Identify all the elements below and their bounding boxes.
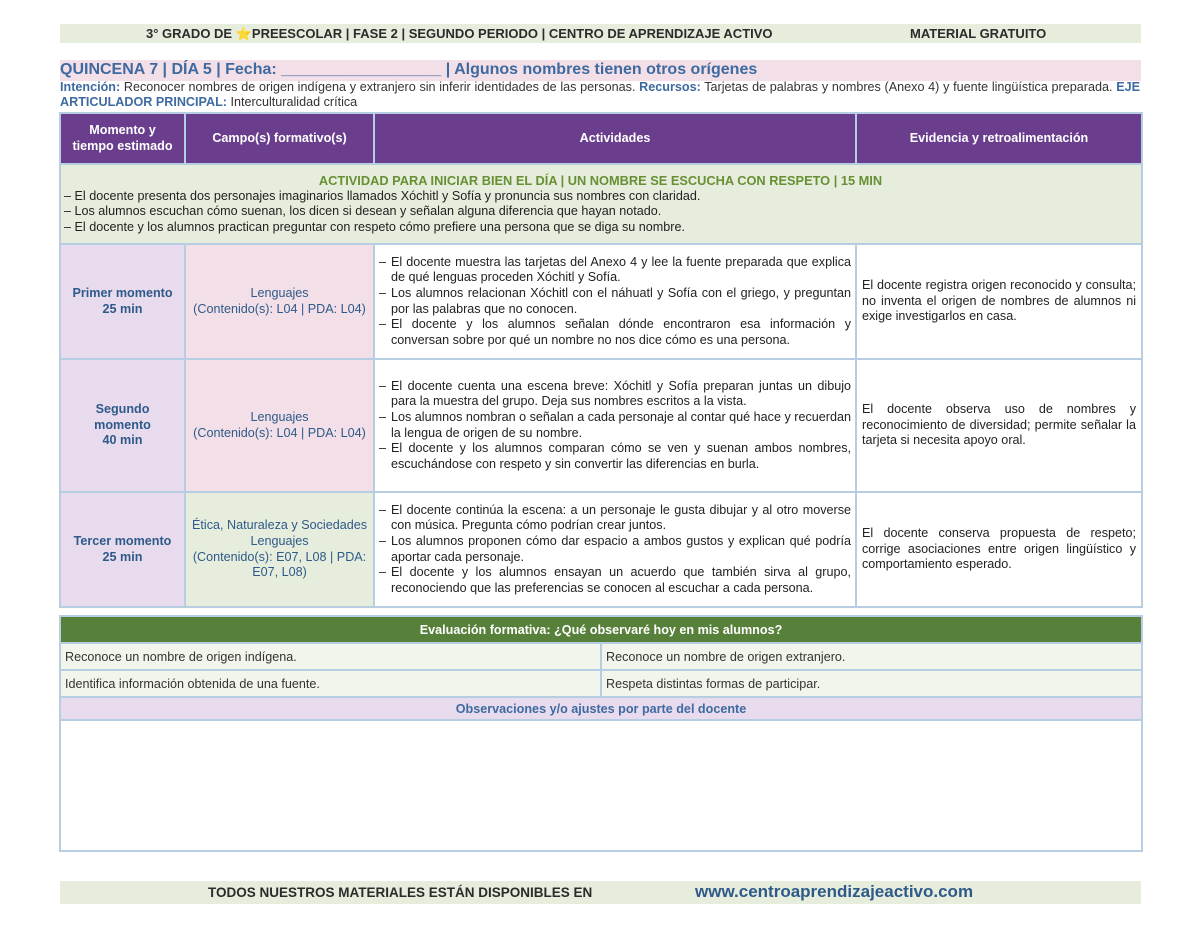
header-moment: Momento y tiempo estimado <box>60 113 185 164</box>
evaluation-item: Respeta distintas formas de participar. <box>601 670 1142 697</box>
evidence-cell: El docente conserva propuesta de respeto; corrige asociaciones entre origen lingüístico y comportamiento esperado. <box>856 492 1142 607</box>
observations-title: Observaciones y/o ajustes por parte del docente <box>60 697 1142 720</box>
activities-cell <box>374 492 856 607</box>
title-bar <box>60 60 1141 81</box>
table-row <box>60 244 1142 359</box>
field-cell: Ética, Naturaleza y Sociedades Lenguajes (Contenido(s): E07, L08 | PDA: E07, L08) <box>185 492 374 607</box>
activity-item: – El docente muestra las tarjetas del Anexo 4 y lee la fuente preparada que explica de qué lenguas proceden Xóchitl y Sofía. <box>379 254 851 285</box>
resources-text: Tarjetas de palabras y nombres (Anexo 4) y fuente lingüística preparada. <box>700 80 1117 94</box>
table-row <box>60 359 1142 492</box>
evaluation-title: Evaluación formativa: ¿Qué observaré hoy en mis alumnos? <box>60 616 1142 643</box>
header-evidence: Evidencia y retroalimentación <box>856 113 1142 164</box>
intro-title: ACTIVIDAD PARA INICIAR BIEN EL DÍA | UN NOMBRE SE ESCUCHA CON RESPETO | 15 MIN <box>318 173 883 188</box>
evaluation-item: Reconoce un nombre de origen indígena. <box>60 643 601 670</box>
evidence-cell: El docente registra origen reconocido y consulta; no inventa el origen de nombres de alumnos ni exige investigarlos en casa. <box>856 244 1142 359</box>
intro-cell <box>60 164 1142 244</box>
page-title: QUINCENA 7 | DÍA 5 | Fecha: __________________ | Algunos nombres tienen otros orígenes <box>60 61 758 78</box>
intro-row <box>60 164 1142 244</box>
table-row <box>60 492 1142 607</box>
evaluation-item: Identifica información obtenida de una fuente. <box>60 670 601 697</box>
footer-link[interactable]: www.centroaprendizajeactivo.com <box>695 882 974 901</box>
evaluation-table <box>59 615 1143 852</box>
header-field: Campo(s) formativo(s) <box>185 113 374 164</box>
intent-label: Intención: <box>60 80 121 94</box>
activity-item: – Los alumnos proponen cómo dar espacio a ambos gustos y explican qué podría aportar cada personaje. <box>379 533 851 564</box>
activity-item: – El docente continúa la escena: a un personaje le gusta dibujar y al otro moverse con música. Pregunta cómo podrían crear juntos. <box>379 502 851 533</box>
axis-text: Interculturalidad crítica <box>226 95 358 109</box>
activities-cell <box>374 244 856 359</box>
activity-item: – El docente cuenta una escena breve: Xóchitl y Sofía preparan juntas un dibujo para la muestra del grupo. Deja sus nombres escritos a la vista. <box>379 378 851 409</box>
activity-item: – El docente y los alumnos señalan dónde encontraron esa información y conversan sobre por qué un nombre no nos dice cómo es una persona. <box>379 317 851 347</box>
field-cell: Lenguajes (Contenido(s): L04 | PDA: L04) <box>185 359 374 492</box>
footer-bar <box>60 881 1141 904</box>
plan-table <box>59 112 1143 608</box>
axis-label: EJE ARTICULADOR PRINCIPAL: <box>60 80 1140 109</box>
intent-paragraph <box>60 80 1140 110</box>
intro-line: – El docente presenta dos personajes imaginarios llamados Xóchitl y Sofía y pronuncia sus nombres con claridad. <box>64 188 701 203</box>
moment-cell: Segundo momento 40 min <box>60 359 185 492</box>
activity-item: – Los alumnos nombran o señalan a cada personaje al contar qué hace y recuerdan la lengua de origen de su nombre. <box>379 409 851 440</box>
observations-area <box>60 720 1142 851</box>
activities-cell <box>374 359 856 492</box>
activity-item: – Los alumnos relacionan Xóchitl con el náhuatl y Sofía con el griego, y preguntan por las palabras que no conocen. <box>379 285 851 316</box>
evaluation-item: Reconoce un nombre de origen extranjero. <box>601 643 1142 670</box>
moment-cell: Primer momento 25 min <box>60 244 185 359</box>
intro-line: – Los alumnos escuchan cómo suenan, los dicen si desean y señalan alguna diferencia que hayan notado. <box>64 204 662 219</box>
activity-item: – El docente y los alumnos comparan cómo se ven y suenan ambos nombres, escuchándose con respeto y sin convertir las diferencias en burla. <box>379 441 851 471</box>
intent-text: Reconocer nombres de origen indígena y extranjero sin inferir identidades de las personas. <box>120 80 640 94</box>
intro-line: – El docente y los alumnos practican preguntar con respeto cómo prefiere una persona que se diga su nombre. <box>64 219 685 234</box>
moment-cell: Tercer momento 25 min <box>60 492 185 607</box>
resources-label: Recursos: <box>639 80 701 94</box>
header-bar <box>60 24 1141 43</box>
header-activities: Actividades <box>374 113 856 164</box>
activity-item: – El docente y los alumnos ensayan un acuerdo que también sirva al grupo, reconociendo que las preferencias se conocen al escuchar a cada persona. <box>379 565 851 595</box>
table-header-row <box>60 113 1142 164</box>
evidence-cell: El docente observa uso de nombres y reconocimiento de diversidad; permite señalar la tarjeta si necesita apoyo oral. <box>856 359 1142 492</box>
field-cell: Lenguajes (Contenido(s): L04 | PDA: L04) <box>185 244 374 359</box>
footer-text: TODOS NUESTROS MATERIALES ESTÁN DISPONIBLES EN <box>208 885 593 900</box>
header-title: 3° GRADO DE ⭐PREESCOLAR | FASE 2 | SEGUNDO PERIODO | CENTRO DE APRENDIZAJE ACTIVO <box>146 26 773 41</box>
free-material-label: MATERIAL GRATUITO <box>910 26 1047 41</box>
